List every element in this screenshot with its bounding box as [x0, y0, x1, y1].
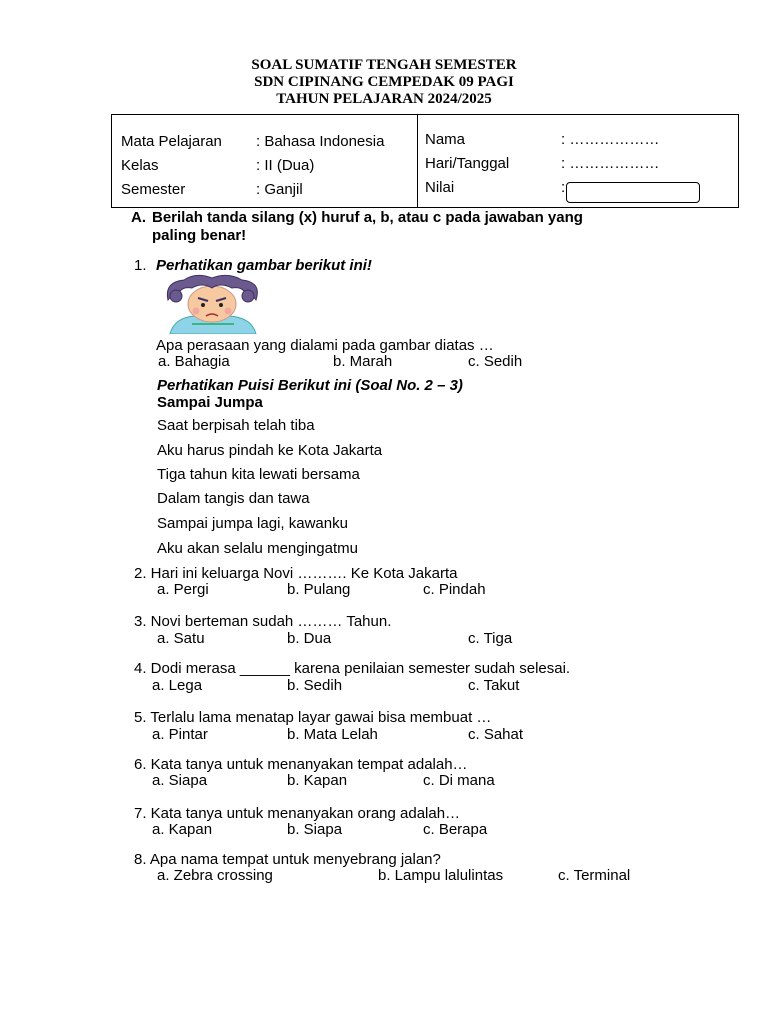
section-a-instruction-1: Berilah tanda silang (x) huruf a, b, atau c pada jawaban yang	[152, 209, 583, 226]
poem-line-3: Tiga tahun kita lewati bersama	[157, 466, 360, 483]
q2-option-c[interactable]: c. Pindah	[423, 581, 486, 598]
q5-option-a[interactable]: a. Pintar	[152, 726, 208, 743]
value-semester: : Ganjil	[256, 181, 303, 198]
q8-option-a[interactable]: a. Zebra crossing	[157, 867, 273, 884]
q1-number: 1.	[134, 257, 147, 274]
q1-option-b[interactable]: b. Marah	[333, 353, 393, 370]
nilai-colon: :	[561, 179, 566, 196]
poem-line-6: Aku akan selalu mengingatmu	[157, 540, 358, 557]
label-hari-tanggal: Hari/Tanggal	[425, 155, 510, 172]
q5-option-c[interactable]: c. Sahat	[468, 726, 524, 743]
poem-line-2: Aku harus pindah ke Kota Jakarta	[157, 442, 383, 459]
poem-line-5: Sampai jumpa lagi, kawanku	[157, 515, 348, 532]
q6-option-c[interactable]: c. Di mana	[423, 772, 495, 789]
q1-option-c[interactable]: c. Sedih	[468, 353, 523, 370]
info-box-divider	[417, 114, 418, 208]
q7-option-b[interactable]: b. Siapa	[287, 821, 343, 838]
nilai-input-box[interactable]	[566, 182, 700, 203]
label-nama: Nama	[425, 131, 466, 148]
q8-question: 8. Apa nama tempat untuk menyebrang jalan?	[134, 851, 441, 868]
q5-question: 5. Terlalu lama menatap layar gawai bisa membuat …	[134, 709, 492, 726]
q2-option-b[interactable]: b. Pulang	[287, 581, 351, 598]
q7-option-a[interactable]: a. Kapan	[152, 821, 213, 838]
q7-option-c[interactable]: c. Berapa	[423, 821, 488, 838]
label-kelas: Kelas	[121, 157, 159, 174]
q1-option-a[interactable]: a. Bahagia	[158, 353, 230, 370]
section-a-instruction-2: paling benar!	[152, 227, 247, 244]
q3-option-a[interactable]: a. Satu	[157, 630, 205, 647]
q2-question: 2. Hari ini keluarga Novi ………. Ke Kota Jakarta	[134, 565, 458, 582]
q8-option-c[interactable]: c. Terminal	[558, 867, 631, 884]
q6-option-b[interactable]: b. Kapan	[287, 772, 348, 789]
q5-option-b[interactable]: b. Mata Lelah	[287, 726, 378, 743]
q4-question: 4. Dodi merasa ______ karena penilaian semester sudah selesai.	[134, 660, 571, 677]
field-hari-tanggal[interactable]: : ………………	[561, 155, 660, 172]
title-line-2: SDN CIPINANG CEMPEDAK 09 PAGI	[254, 74, 514, 90]
poem-line-1: Saat berpisah telah tiba	[157, 417, 315, 434]
title-line-3: TAHUN PELAJARAN 2024/2025	[276, 91, 492, 107]
label-semester: Semester	[121, 181, 186, 198]
q2-option-a[interactable]: a. Pergi	[157, 581, 209, 598]
q7-question: 7. Kata tanya untuk menanyakan orang adalah…	[134, 805, 461, 822]
label-mata-pelajaran: Mata Pelajaran	[121, 133, 222, 150]
value-kelas: : II (Dua)	[256, 157, 315, 174]
q6-question: 6. Kata tanya untuk menanyakan tempat adalah…	[134, 756, 468, 773]
q3-option-b[interactable]: b. Dua	[287, 630, 332, 647]
label-nilai: Nilai	[425, 179, 455, 196]
angry-child-illustration	[156, 274, 268, 334]
field-nama[interactable]: : ………………	[561, 131, 660, 148]
title-line-1: SOAL SUMATIF TENGAH SEMESTER	[251, 57, 517, 73]
q3-question: 3. Novi berteman sudah ……… Tahun.	[134, 613, 392, 630]
q6-option-a[interactable]: a. Siapa	[152, 772, 208, 789]
q4-option-b[interactable]: b. Sedih	[287, 677, 343, 694]
q4-option-a[interactable]: a. Lega	[152, 677, 203, 694]
poem-title: Sampai Jumpa	[157, 394, 263, 411]
q8-option-b[interactable]: b. Lampu lalulintas	[378, 867, 504, 884]
q1-question: Apa perasaan yang dialami pada gambar diatas …	[156, 337, 494, 354]
poem-intro: Perhatikan Puisi Berikut ini (Soal No. 2 – 3)	[157, 377, 463, 394]
section-a-marker: A.	[131, 209, 146, 226]
q1-instruction: Perhatikan gambar berikut ini!	[156, 257, 372, 274]
poem-line-4: Dalam tangis dan tawa	[157, 490, 310, 507]
q4-option-c[interactable]: c. Takut	[468, 677, 520, 694]
q3-option-c[interactable]: c. Tiga	[468, 630, 513, 647]
value-mata-pelajaran: : Bahasa Indonesia	[256, 133, 385, 150]
